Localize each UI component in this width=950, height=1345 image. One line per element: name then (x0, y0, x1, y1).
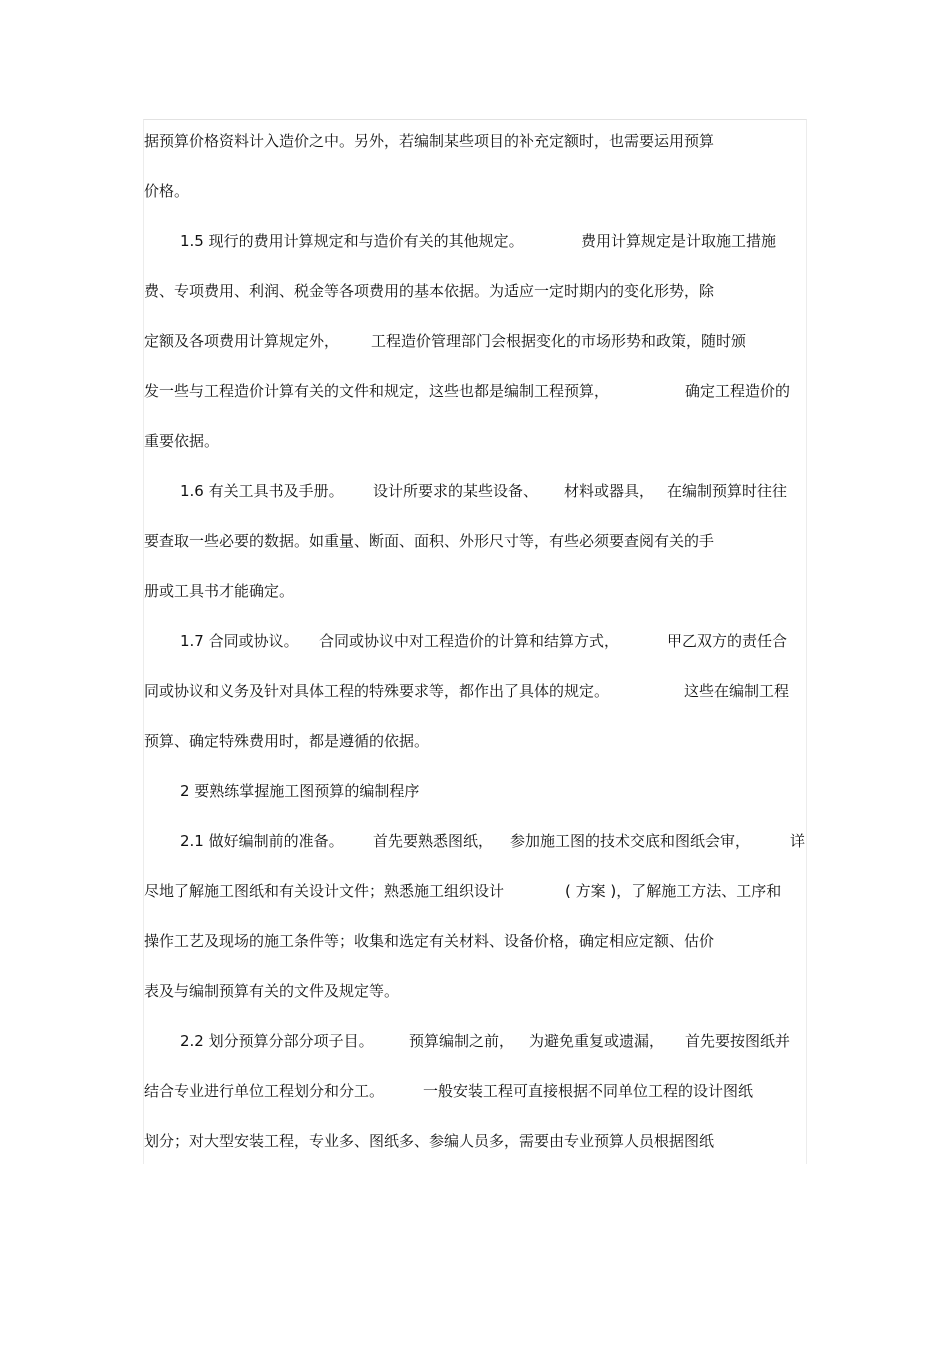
text-run: 费用计算规定是计取施工措施 (581, 232, 777, 250)
text-run: 2.1 做好编制前的准备。 (180, 832, 344, 850)
text-run: 2.2 划分预算分部分项子目。 (180, 1032, 374, 1050)
text-run: 首先要熟悉图纸， (373, 832, 494, 850)
text-run: 1.5 现行的费用计算规定和与造价有关的其他规定。 (180, 232, 524, 250)
text-run: 确定工程造价的 (685, 382, 791, 400)
document-page (143, 119, 807, 1164)
text-run: 设计所要求的某些设备、 (373, 482, 539, 500)
text-run: 要查取一些必要的数据。如重量、断面、面积、外形尺寸等，有些必须要查阅有关的手 (144, 532, 715, 550)
text-run: 参加施工图的技术交底和图纸会审， (510, 832, 751, 850)
text-run: 在编制预算时往往 (667, 482, 788, 500)
text-run: 结合专业进行单位工程划分和分工。 (144, 1082, 385, 1100)
text-run: 据预算价格资料计入造价之中。另外，若编制某些项目的补充定额时，也需要运用预算 (144, 132, 715, 150)
text-run: 预算、确定特殊费用时，都是遵循的依据。 (144, 732, 430, 750)
text-run: 甲乙双方的责任合 (667, 632, 788, 650)
text-run: 一般安装工程可直接根据不同单位工程的设计图纸 (423, 1082, 754, 1100)
text-run: 合同或协议中对工程造价的计算和结算方式， (319, 632, 620, 650)
text-run: 操作工艺及现场的施工条件等；收集和选定有关材料、设备价格，确定相应定额、估价 (144, 932, 715, 950)
text-run: 费、专项费用、利润、税金等各项费用的基本依据。为适应一定时期内的变化形势，除 (144, 282, 715, 300)
text-run: 划分；对大型安装工程，专业多、图纸多、参编人员多，需要由专业预算人员根据图纸 (144, 1132, 715, 1150)
text-run: 工程造价管理部门会根据变化的市场形势和政策，随时颁 (371, 332, 747, 350)
text-run: 首先要按图纸并 (685, 1032, 791, 1050)
text-run: 材料或器具， (564, 482, 655, 500)
text-run: 预算编制之前， (409, 1032, 515, 1050)
text-run: 这些在编制工程 (684, 682, 790, 700)
text-run: 为避免重复或遗漏， (529, 1032, 665, 1050)
text-run: 1.7 合同或协议。 (180, 632, 299, 650)
text-run: 定额及各项费用计算规定外， (144, 332, 340, 350)
text-run: 同或协议和义务及针对具体工程的特殊要求等，都作出了具体的规定。 (144, 682, 610, 700)
text-run: 尽地了解施工图纸和有关设计文件；熟悉施工组织设计 (144, 882, 505, 900)
text-run: 册或工具书才能确定。 (144, 582, 295, 600)
text-run: 发一些与工程造价计算有关的文件和规定，这些也都是编制工程预算， (144, 382, 610, 400)
text-run: 表及与编制预算有关的文件及规定等。 (144, 982, 400, 1000)
text-run: 重要依据。 (144, 432, 220, 450)
text-run: 2 要熟练掌握施工图预算的编制程序 (180, 782, 420, 800)
text-run: 1.6 有关工具书及手册。 (180, 482, 344, 500)
text-run: 详 (790, 832, 806, 850)
text-run: ( 方案 )，了解施工方法、工序和 (565, 882, 782, 900)
text-run: 价格。 (144, 182, 190, 200)
